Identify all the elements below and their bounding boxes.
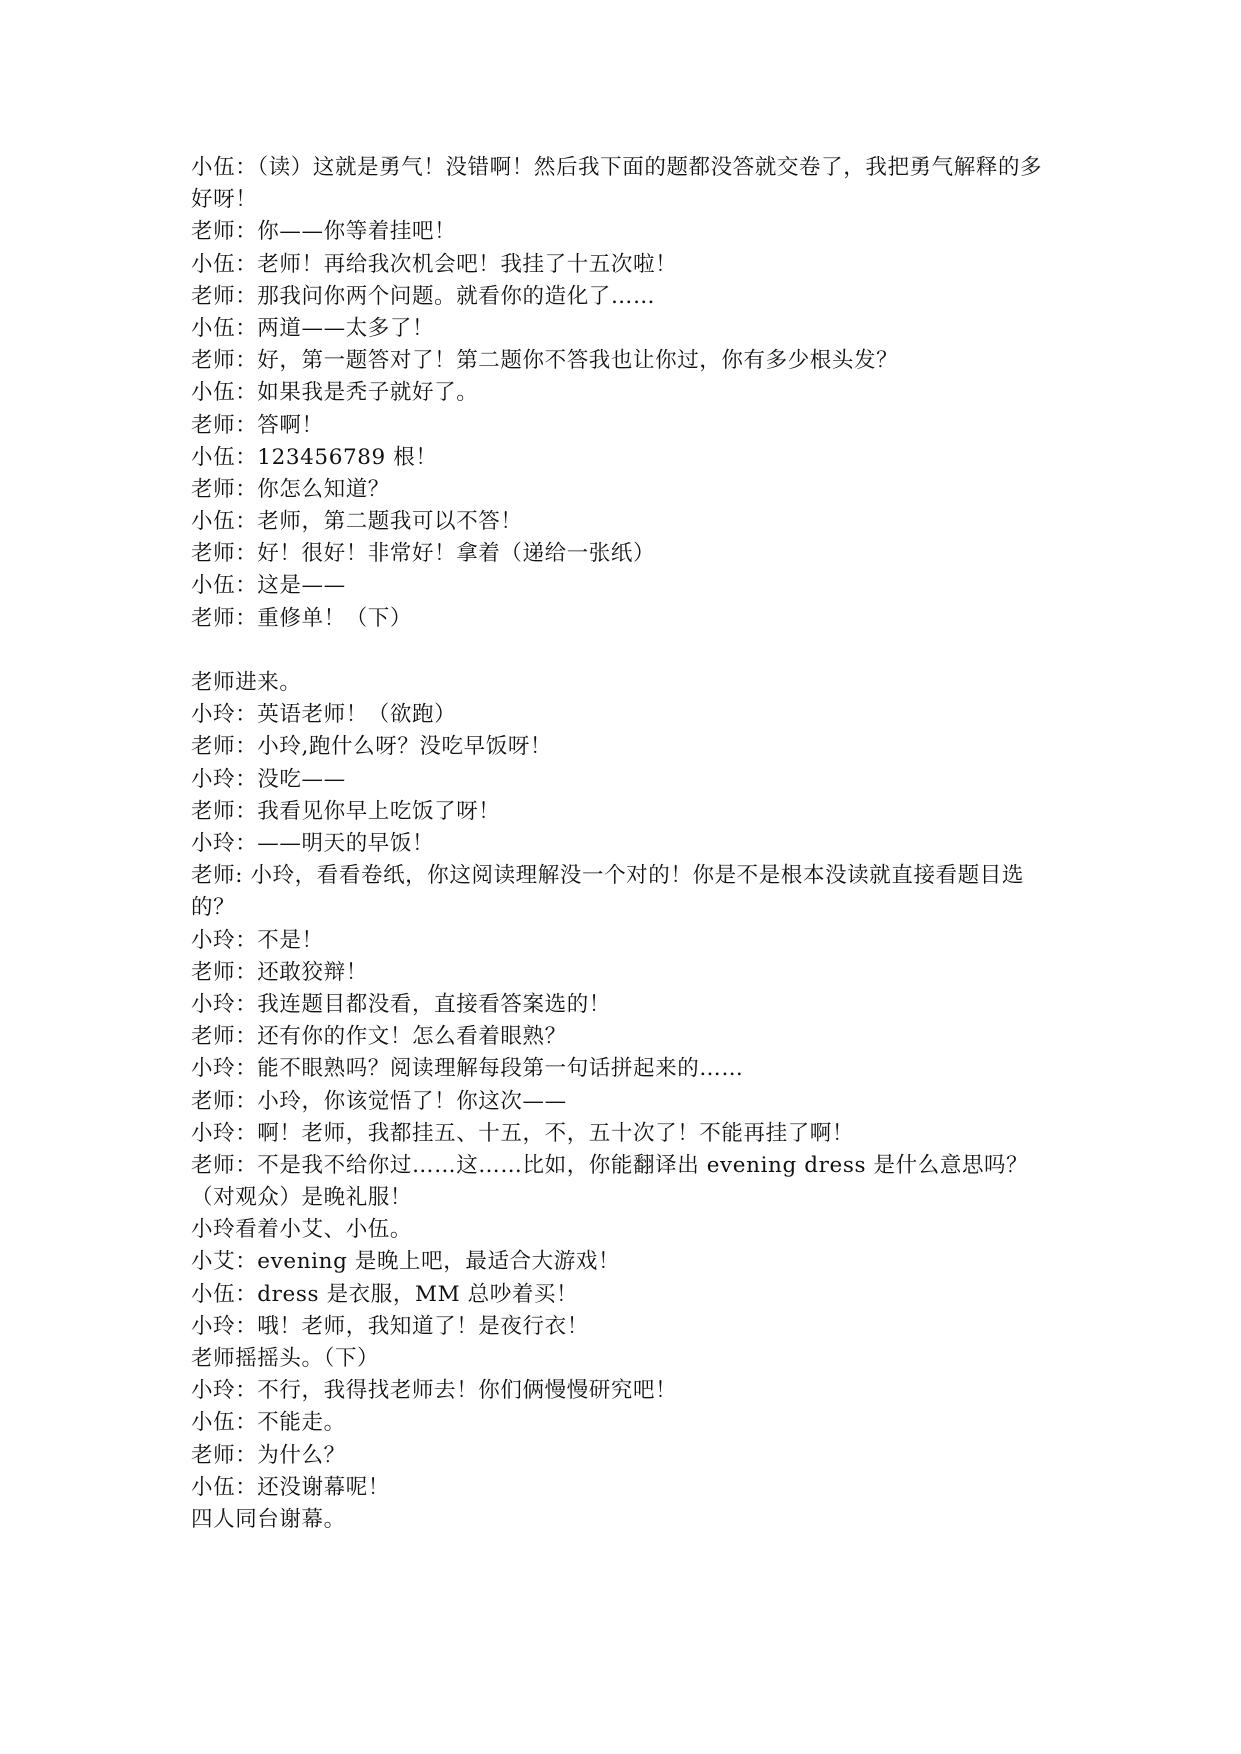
dialogue-line: 小玲：哦！老师，我知道了！是夜行衣！	[191, 1313, 589, 1339]
dialogue-line: 老师：还有你的作文！怎么看着眼熟？	[191, 1024, 567, 1050]
dialogue-line: 小伍：老师，第二题我可以不答！	[191, 509, 523, 535]
dialogue-line: 老师：好！很好！非常好！拿着（递给一张纸）	[191, 541, 656, 567]
stage-direction: 四人同台谢幕。	[191, 1506, 346, 1532]
dialogue-line: 老师: 小玲，看看卷纸，你这阅读理解没一个对的！你是不是根本没读就直接看题目选的？	[191, 863, 1024, 921]
dialogue-line: 小伍：老师！再给我次机会吧！我挂了十五次啦！	[191, 251, 678, 277]
stage-direction: 老师进来。	[191, 670, 302, 696]
dialogue-line: 小玲：英语老师！（欲跑）	[191, 702, 457, 728]
dialogue-line: 老师：还敢狡辩！	[191, 959, 368, 985]
stage-direction: 小玲看着小艾、小伍。	[191, 1217, 413, 1243]
dialogue-line: 小玲：能不眼熟吗？阅读理解每段第一句话拼起来的……	[191, 1056, 744, 1082]
dialogue-line: 小艾：evening 是晚上吧，最适合大游戏！	[191, 1249, 621, 1275]
dialogue-line: 小伍：不能走。	[191, 1410, 346, 1436]
dialogue-line: 小玲：没吃——	[191, 766, 346, 792]
dialogue-line: 小伍：123456789 根！	[191, 444, 438, 470]
dialogue-line: 小玲：我连题目都没看，直接看答案选的！	[191, 991, 611, 1017]
dialogue-line: 老师：重修单！（下）	[191, 605, 413, 631]
dialogue-line: 老师：你怎么知道？	[191, 476, 390, 502]
dialogue-line: 小伍：这是——	[191, 573, 346, 599]
dialogue-line: 老师：不是我不给你过……这……比如，你能翻译出 evening dress 是什么意思吗？	[191, 1152, 1029, 1178]
dialogue-line: 小玲：不是！	[191, 927, 324, 953]
stage-direction: （对观众）是晚礼服！	[191, 1185, 413, 1211]
dialogue-line: 老师：小玲,跑什么呀？没吃早饭呀！	[191, 734, 553, 760]
dialogue-line: 小伍：dress 是衣服，MM 总吵着买！	[191, 1281, 579, 1307]
dialogue-line: 小玲：不行，我得找老师去！你们俩慢慢研究吧！	[191, 1378, 678, 1404]
script-text	[191, 152, 1061, 1536]
dialogue-line: 小玲：啊！老师，我都挂五、十五，不，五十次了！不能再挂了啊！	[191, 1120, 855, 1146]
stage-direction: 老师摇摇头。（下）	[191, 1346, 380, 1372]
dialogue-line: 小伍：如果我是秃子就好了。	[191, 380, 479, 406]
dialogue-line: 小伍：两道——太多了！	[191, 315, 435, 341]
dialogue-line: 老师：你——你等着挂吧！	[191, 219, 457, 245]
dialogue-line: 老师：为什么？	[191, 1442, 346, 1468]
dialogue-line: 老师：小玲，你该觉悟了！你这次——	[191, 1088, 567, 1114]
dialogue-line: 小伍：还没谢幕呢！	[191, 1474, 390, 1500]
dialogue-line: 老师：那我问你两个问题。就看你的造化了……	[191, 283, 656, 309]
dialogue-line: 老师：我看见你早上吃饭了呀！	[191, 798, 501, 824]
dialogue-line: 小玲：——明天的早饭！	[191, 830, 435, 856]
dialogue-line: 老师：好，第一题答对了！第二题你不答我也让你过，你有多少根头发？	[191, 348, 899, 374]
section-spacer	[191, 635, 1061, 667]
dialogue-line: 老师：答啊！	[191, 412, 324, 438]
dialogue-line: 小伍：（读）这就是勇气！没错啊！然后我下面的题都没答就交卷了，我把勇气解释的多好呀！	[191, 155, 1043, 213]
